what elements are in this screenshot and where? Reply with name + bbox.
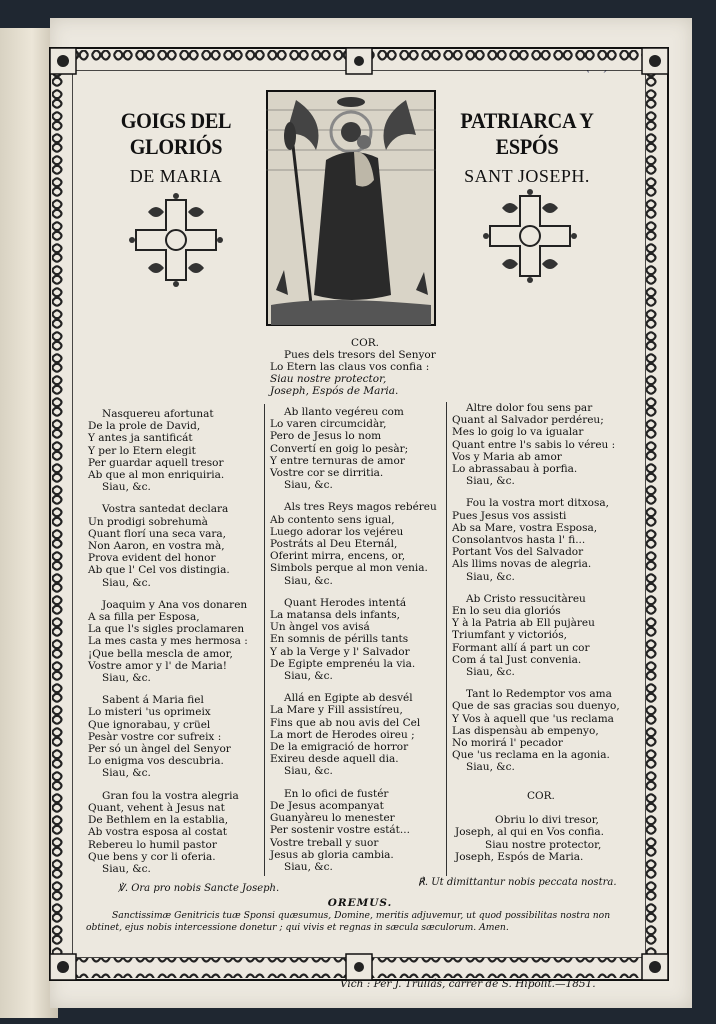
verse-line: Siau, &c. — [102, 672, 151, 685]
verse-line: Quant Herodes intentá — [284, 596, 407, 609]
verse-line: La matansa dels infants, — [270, 609, 401, 622]
verse-line: Vostre cor se dirritia. — [270, 467, 384, 480]
verse-line: Lo varen circumcidàr, — [270, 418, 387, 431]
verse-line: La mort de Herodes oireu ; — [270, 728, 415, 741]
verse-line: Formant allí á part un cor — [452, 641, 590, 654]
verse-line: Y per lo Etern elegit — [88, 444, 196, 457]
stanza — [270, 501, 446, 586]
stanza — [270, 788, 446, 873]
verse-line: Fins que ab nou avis del Cel — [270, 716, 421, 729]
verse-line: Y Vos à aquell que 'us reclama — [452, 712, 614, 725]
verse-line: Nasquereu afortunat — [102, 408, 214, 420]
response: ℟. Ut dimittantur nobis peccata nostra. — [418, 877, 617, 888]
verse-line: Ab que al mon enriquiria. — [88, 469, 225, 482]
chorus-bottom-line: Joseph, Espós de Maria. — [455, 850, 584, 863]
verse-line: Jesus ab gloria cambia. — [270, 848, 394, 861]
verse-line: Y antes ja santificát — [88, 432, 193, 445]
verse-line: Altre dolor fou sens par — [466, 402, 593, 414]
oremus-heading: OREMUS. — [327, 897, 393, 909]
stanza — [88, 599, 258, 684]
versicle: ℣. Ora pro nobis Sancte Joseph. — [118, 883, 280, 894]
verse-line: Siau, &c. — [466, 761, 515, 774]
verse-line: Mes lo goig lo va igualar — [452, 426, 584, 439]
verse-line: Ab contento sens igual, — [270, 513, 395, 526]
verse-line: Siau, &c. — [466, 475, 515, 488]
verse-line: Triumfant y victoriós, — [452, 629, 567, 642]
verse-line: Que de sas gracias sou duenyo, — [452, 700, 620, 713]
printer-imprint: Vich : Per J. Trullás, carrer de S. Hipolit.—1851. — [340, 978, 596, 990]
verse-line: A sa filla per Esposa, — [88, 611, 200, 624]
verse-line: Un àngel vos avisá — [270, 621, 370, 634]
saint-joseph-woodcut — [266, 90, 436, 326]
verse-line: Per só un àngel del Senyor — [88, 743, 231, 756]
chorus-bottom-line: Siau nostre protector, — [485, 838, 602, 851]
right-rosette-ornament — [480, 186, 580, 286]
verse-line: Ab vostra esposa al costat — [88, 826, 227, 839]
verse-line: Ab sa Mare, vostra Esposa, — [452, 521, 598, 534]
verse-line: Com á tal Just convenia. — [452, 653, 582, 666]
verse-line: Siau, &c. — [284, 670, 333, 683]
verse-line: Allá en Egipte ab desvél — [284, 692, 413, 705]
stanza — [452, 688, 622, 773]
verse-line: Non Aaron, en vostra mà, — [88, 540, 225, 553]
verse-line: De Bethlem en la establia, — [88, 814, 229, 827]
chorus-refrain-line: Siau nostre protector, — [270, 373, 387, 385]
verse-column-2 — [270, 406, 446, 883]
chorus-bottom-line: Joseph, al qui en Vos confia. — [455, 826, 604, 839]
chorus-bottom-line: Obriu lo divi tresor, — [495, 814, 599, 827]
verse-line: La que l's sigles proclamaren — [88, 623, 245, 636]
title-left-line2: DE MARIA — [129, 166, 223, 186]
verse-line: Tant lo Redemptor vos ama — [466, 688, 612, 701]
verse-line: De la prole de David, — [88, 420, 201, 433]
verse-line: Quant entre l's sabis lo véreu : — [452, 438, 616, 451]
verse-line: De Jesus acompanyat — [270, 799, 384, 812]
verse-line: Ab Cristo ressucitàreu — [466, 592, 586, 605]
verse-line: Que ignorabau, y crüel — [88, 718, 211, 731]
verse-line: Las dispensàu ab empenyo, — [452, 724, 599, 737]
verse-line: Pesàr vostre cor sufreix : — [88, 730, 222, 743]
verse-line: Quant, vehent à Jesus nat — [88, 801, 225, 814]
verse-line: Vostre treball y suor — [270, 836, 379, 849]
verse-line: Per sostenir vostre estát... — [270, 824, 410, 837]
verse-line: Quant al Salvador perdéreu; — [452, 414, 604, 427]
verse-line: Un prodigi sobrehumà — [88, 515, 208, 528]
left-rosette-ornament — [126, 190, 226, 290]
verse-line: Siau, &c. — [284, 574, 333, 587]
chorus-top — [240, 337, 480, 397]
verse-line: Als tres Reys magos rebéreu — [284, 501, 437, 514]
verse-line: Gran fou la vostra alegria — [102, 789, 239, 802]
verse-line: Simbols perque al mon venia. — [270, 562, 428, 575]
verse-line: Que 'us reclama en la agonia. — [452, 749, 610, 762]
verse-line: Siau, &c. — [102, 481, 151, 494]
verse-line: Y à la Patria ab Ell pujàreu — [452, 617, 595, 630]
verse-line: Oferint mirra, encens, or, — [270, 550, 406, 563]
verse-line: Vostre amor y l' de Maria! — [88, 659, 228, 672]
stanza — [88, 503, 258, 588]
verse-line: Per guardar aquell tresor — [88, 456, 224, 469]
verse-line: Vos y Maria ab amor — [452, 450, 562, 463]
stanza — [88, 790, 258, 875]
verse-line: No morirá l' pecador — [452, 737, 563, 750]
verse-line: ¡Que bella mescla de amor, — [88, 647, 233, 660]
verse-line: Ab que l' Cel vos distingia. — [88, 564, 230, 577]
stanza — [88, 694, 258, 779]
stanza — [88, 408, 258, 493]
verse-line: Siau, &c. — [284, 860, 333, 873]
stanza — [270, 597, 446, 682]
verse-column-1 — [88, 408, 258, 885]
verse-line: Pues Jesus vos assisti — [452, 509, 567, 522]
stanza — [270, 406, 446, 491]
verse-line: Siau, &c. — [466, 666, 515, 679]
verse-line: Luego adorar los vejéreu — [270, 525, 404, 538]
verse-line: Portant Vos del Salvador — [452, 546, 584, 559]
verse-line: Als llims novas de alegria. — [452, 558, 592, 571]
verse-line: Sabent á Maria fiel — [102, 694, 204, 707]
verse-line: Ab llanto vegéreu com — [284, 406, 404, 418]
verse-line: Fou la vostra mort ditxosa, — [466, 497, 609, 510]
chorus-bottom — [455, 790, 604, 863]
chorus-line: Pues dels tresors del Senyor — [284, 349, 436, 361]
verse-line: Consolantvos hasta l' fi... — [452, 534, 586, 547]
verse-line: Rebereu lo humil pastor — [88, 838, 217, 851]
verse-line: Siau, &c. — [102, 767, 151, 780]
verse-line: Lo misteri 'us oprimeix — [88, 706, 211, 719]
verse-line: Postráts al Deu Eternál, — [270, 538, 398, 551]
oremus-prayer — [86, 897, 634, 934]
verse-line: Guanyàreu lo menester — [270, 812, 395, 825]
verse-line: Siau, &c. — [284, 479, 333, 492]
chorus-heading: COR. — [351, 337, 379, 349]
verse-line: De Egipte emprenéu la via. — [270, 657, 416, 670]
chorus-refrain-line: Joseph, Espós de Maria. — [270, 385, 399, 397]
chorus-line: Lo Etern las claus vos confia : — [270, 361, 430, 373]
verse-line: La Mare y Fill assistíreu, — [270, 704, 403, 717]
verse-line: En lo ofici de fustér — [284, 787, 389, 800]
column-rule — [264, 404, 265, 876]
chorus-bottom-heading: COR. — [527, 790, 555, 802]
verse-line: Vostra santedat declara — [102, 503, 229, 516]
oremus-text: Sanctissimæ Genitricis tuæ Sponsi quæsumus, Domine, meritis adjuvemur, ut quod possibilitas nostra non obtinet, ejus nobis intercessione donetur ; qui vivis et regnas in sæcula sæculorum. Amen. — [86, 910, 611, 933]
verse-line: En somnis de pérills tants — [270, 633, 409, 646]
verse-line: Y entre ternuras de amor — [270, 454, 405, 467]
verse-line: Pero de Jesus lo nom — [270, 430, 382, 443]
verse-line: De la emigració de horror — [270, 741, 409, 754]
verse-line: Convertí en goig lo pesàr; — [270, 442, 409, 455]
title-right-line2: SANT JOSEPH. — [464, 166, 590, 186]
verse-column-3 — [452, 402, 622, 784]
title-left — [86, 108, 266, 187]
verse-line: Siau, &c. — [102, 576, 151, 589]
verse-line: Quant florí una seca vara, — [88, 527, 227, 540]
stanza — [452, 593, 622, 678]
title-right — [438, 108, 616, 187]
verse-line: Siau, &c. — [102, 862, 151, 875]
column-rule — [446, 402, 447, 876]
verse-line: Siau, &c. — [284, 765, 333, 778]
title-left-line1: GOIGS DEL GLORIÓS — [120, 108, 232, 159]
verse-line: Lo abrassabau à porfia. — [452, 463, 578, 476]
stanza — [270, 692, 446, 777]
verse-line: Y ab la Verge y l' Salvador — [270, 645, 410, 658]
stanza — [452, 402, 622, 487]
verse-line: Que bens y cor li oferia. — [88, 850, 216, 863]
verse-line: Exireu desde aquell dia. — [270, 753, 399, 766]
verse-line: En lo seu dia gloriós — [452, 605, 561, 618]
verse-line: Prova evident del honor — [88, 552, 216, 565]
verse-line: Lo enigma vos descubria. — [88, 755, 224, 768]
stanza — [452, 497, 622, 582]
verse-line: Joaquim y Ana vos donaren — [102, 598, 248, 611]
verse-line: La mes casta y mes hermosa : — [88, 635, 248, 648]
title-right-line1: PATRIARCA Y ESPÓS — [460, 108, 594, 159]
verse-line: Siau, &c. — [466, 570, 515, 583]
